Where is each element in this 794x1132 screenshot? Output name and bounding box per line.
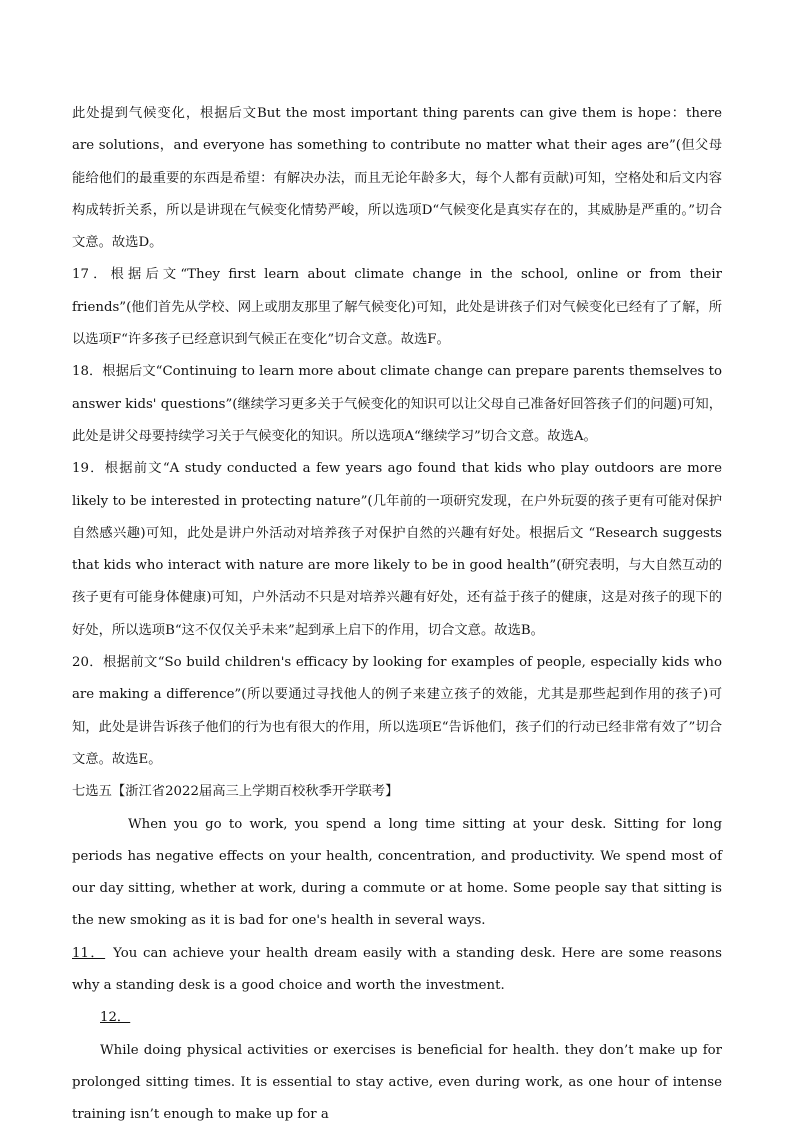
- explanation-16: 此处提到气候变化，根据后文But the most important thing parents can give them is hope：there are solutions，and everyone has something to contribute no matter what their ages are”(但父母能给他们的最重要的东西是希望：有解决办法，而且无论年龄多大，每个人都有贡献)可知，空格处和后文内容构成转折关系，所以是讲现在气候变化情势严峻，所以选项D“气候变化是真实存在的，其威胁是严重的。”切合文意。故选D。: [72, 106, 722, 251]
- explanation-18: 18．根据后文“Continuing to learn more about climate change can prepare parents themselves to answer kids' questions”(继续学习更多关于气候变化的知识可以让父母自己准备好回答孩子们的问题)可知，此处是讲父母要持续学习关于气候变化的知识。所以选项A“继续学习”切合文意。故选A。: [72, 364, 722, 444]
- passage-question-11: [72, 938, 722, 1003]
- question-11-text: You can achieve your health dream easily with a standing desk. Here are some reasons why a standing desk is a good choice and worth the investment.: [72, 945, 723, 994]
- blank-12: 12．: [100, 1010, 131, 1026]
- passage-body: While doing physical activities or exercises is beneficial for health. they don’t make up for prolonged sitting times. It is essential to stay active, even during work, as one hour of intense training isn’t enough to make up for a: [72, 1042, 722, 1123]
- section-heading: 七选五【浙江省2022届高三上学期百校秋季开学联考】: [72, 784, 399, 800]
- passage-intro: When you go to work, you spend a long time sitting at your desk. Sitting for long periods has negative effects on your health, concentration, and productivity. We spend most of our day sitting, whether at work, during a commute or at home. Some people say that sitting is the new smoking as it is bad for one's health in several ways.: [72, 816, 722, 929]
- explanation-19: 19．根据前文“A study conducted a few years ago found that kids who play outdoors are more likely to be interested in protecting nature”(几年前的一项研究发现，在户外玩耍的孩子更有可能对保护自然感兴趣)可知，此处是讲户外活动对培养孩子对保护自然的兴趣有好处。根据后文 “Research suggests that kids who interact with nature are more likely to be in good health”(研究表明，与大自然互动的孩子更有可能身体健康)可知，户外活动不只是对培养兴趣有好处，还有益于孩子的健康，这是对孩子的现下的好处，所以选项B“这不仅仅关乎未来”起到承上启下的作用，切合文意。故选B。: [72, 461, 722, 638]
- explanation-17: 17．根据后文“They first learn about climate change in the school, online or from their friends”(他们首先从学校、网上或朋友那里了解气候变化)可知，此处是讲孩子们对气候变化已经有了了解，所以选项F“许多孩子已经意识到气候正在变化”切合文意。故选F。: [72, 267, 722, 348]
- blank-11: 11．: [72, 945, 106, 961]
- explanation-20: 20．根据前文“So build children's efficacy by looking for examples of people, especially kids who are making a difference”(所以要通过寻找他人的例子来建立孩子的效能，尤其是那些起到作用的孩子)可知，此处是讲告诉孩子他们的行为也有很大的作用，所以选项E“告诉他们，孩子们的行动已经非常有效了”切合文意。故选E。: [72, 655, 722, 767]
- passage-question-12: [72, 1002, 722, 1034]
